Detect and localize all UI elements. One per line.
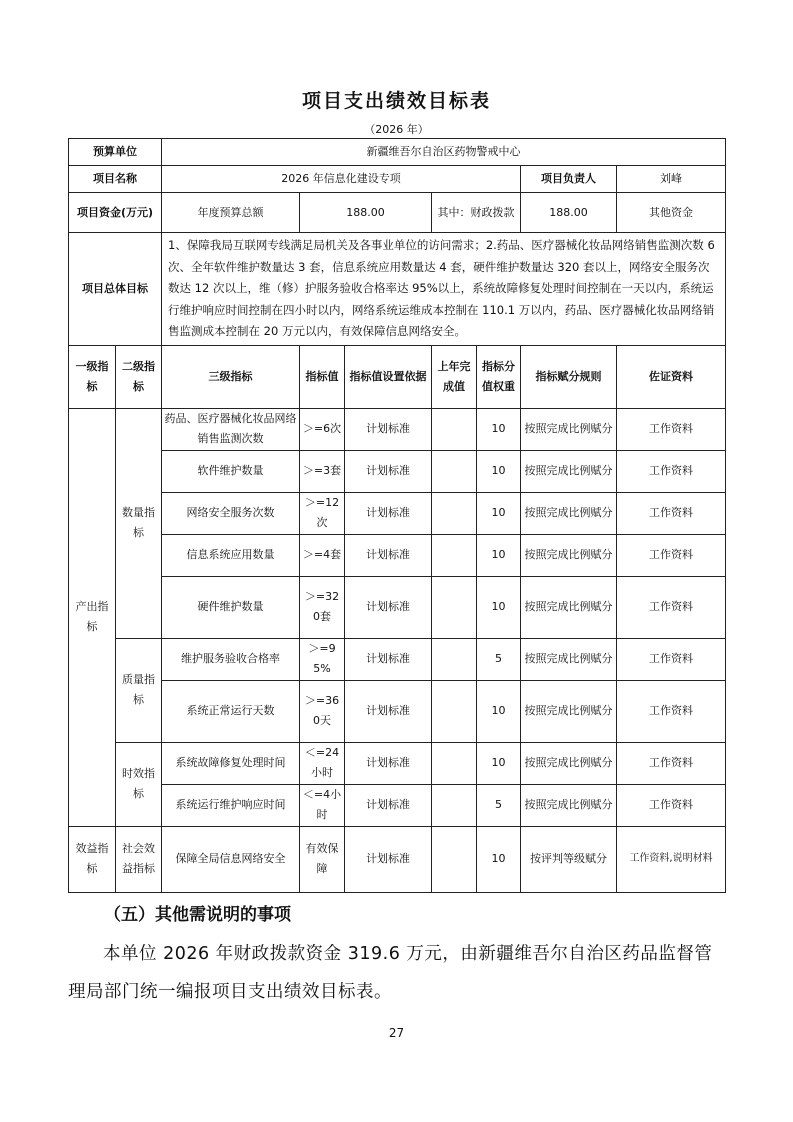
indicator-value: ＞=4套 <box>300 534 345 576</box>
indicator-name: 系统故障修复处理时间 <box>162 742 300 784</box>
indicator-rule: 按照完成比例赋分 <box>521 576 617 638</box>
fund-fin-value: 188.00 <box>521 193 617 233</box>
indicator-evidence: 工作资料 <box>617 492 726 534</box>
project-value: 2026 年信息化建设专项 <box>162 166 521 193</box>
unit-label: 预算单位 <box>69 139 162 166</box>
indicator-rule: 按照完成比例赋分 <box>521 534 617 576</box>
indicator-name: 信息系统应用数量 <box>162 534 300 576</box>
indicator-evidence: 工作资料 <box>617 742 726 784</box>
indicator-basis: 计划标准 <box>345 680 432 742</box>
header-cell: 三级指标 <box>162 345 300 408</box>
indicator-name: 维护服务验收合格率 <box>162 638 300 680</box>
indicator-basis: 计划标准 <box>345 576 432 638</box>
indicator-prev <box>432 576 477 638</box>
owner-value: 刘峰 <box>617 166 726 193</box>
indicator-evidence: 工作资料 <box>617 576 726 638</box>
budget-unit-row <box>69 139 726 166</box>
indicator-name: 软件维护数量 <box>162 450 300 492</box>
indicator-value: 有效保障 <box>300 826 345 892</box>
level2-social: 社会效益指标 <box>116 826 162 892</box>
header-row <box>69 345 726 408</box>
indicator-name: 系统正常运行天数 <box>162 680 300 742</box>
goal-row <box>69 233 726 346</box>
header-cell: 一级指标 <box>69 345 116 408</box>
page-title: 项目支出绩效目标表 <box>301 90 491 112</box>
indicator-prev <box>432 742 477 784</box>
indicator-prev <box>432 826 477 892</box>
indicator-basis: 计划标准 <box>345 408 432 450</box>
table-row <box>69 784 726 826</box>
indicator-evidence: 工作资料 <box>617 784 726 826</box>
indicator-name: 系统运行维护响应时间 <box>162 784 300 826</box>
indicator-value: ＜=24小时 <box>300 742 345 784</box>
performance-table <box>68 138 726 893</box>
indicator-name: 药品、医疗器械化妆品网络销售监测次数 <box>162 408 300 450</box>
indicator-value: ＞=12次 <box>300 492 345 534</box>
fund-total-value: 188.00 <box>300 193 432 233</box>
indicator-weight: 10 <box>477 680 521 742</box>
table-row <box>69 742 726 784</box>
level1-output: 产出指标 <box>69 408 116 826</box>
fund-label: 项目资金(万元) <box>69 193 162 233</box>
section-heading: （五）其他需说明的事项 <box>104 905 291 925</box>
indicator-prev <box>432 638 477 680</box>
indicator-weight: 10 <box>477 534 521 576</box>
level2-time: 时效指标 <box>116 742 162 826</box>
indicator-rule: 按照完成比例赋分 <box>521 408 617 450</box>
indicator-rule: 按照完成比例赋分 <box>521 450 617 492</box>
indicator-basis: 计划标准 <box>345 450 432 492</box>
indicator-rule: 按照完成比例赋分 <box>521 492 617 534</box>
year-label: （2026 年） <box>364 123 429 136</box>
indicator-weight: 10 <box>477 450 521 492</box>
indicator-value: ＜=4小时 <box>300 784 345 826</box>
indicator-rule: 按照完成比例赋分 <box>521 742 617 784</box>
indicator-evidence: 工作资料 <box>617 680 726 742</box>
indicator-prev <box>432 492 477 534</box>
indicator-prev <box>432 534 477 576</box>
table-row <box>69 408 726 450</box>
indicator-basis: 计划标准 <box>345 492 432 534</box>
table-row <box>69 492 726 534</box>
table-row <box>69 576 726 638</box>
table-row <box>69 826 726 892</box>
header-cell: 指标值 <box>300 345 345 408</box>
project-label: 项目名称 <box>69 166 162 193</box>
indicator-evidence: 工作资料 <box>617 408 726 450</box>
header-cell: 佐证资料 <box>617 345 726 408</box>
goal-text: 1、保障我局互联网专线满足局机关及各事业单位的访问需求；2.药品、医疗器械化妆品网络销售监测次数 6 次、全年软件维护数量达 3 套，信息系统应用数量达 4 套，硬件维护数量达 320 套以上，网络安全服务次数达 12 次以上，维（修）护服务验收合格率达 95%以上，系统故障修复处理时间控制在一天以内，系统运行维护响应时间控制在四小时以内，网络系统运维成本控制在 110.1 万以内，药品、医疗器械化妆品网络销售监测成本控制在 20 万元以内，有效保障信息网络安全。 <box>162 233 726 346</box>
indicator-basis: 计划标准 <box>345 638 432 680</box>
header-cell: 指标赋分规则 <box>521 345 617 408</box>
indicator-rule: 按照完成比例赋分 <box>521 680 617 742</box>
indicator-rule: 按照完成比例赋分 <box>521 784 617 826</box>
level2-quality: 质量指标 <box>116 638 162 742</box>
header-cell: 二级指标 <box>116 345 162 408</box>
fund-other-label: 其他资金 <box>617 193 726 233</box>
indicator-evidence: 工作资料 <box>617 534 726 576</box>
header-cell: 指标分值权重 <box>477 345 521 408</box>
indicator-value: ＞=360天 <box>300 680 345 742</box>
owner-label: 项目负责人 <box>521 166 617 193</box>
indicator-basis: 计划标准 <box>345 826 432 892</box>
indicator-weight: 10 <box>477 742 521 784</box>
table-row <box>69 638 726 680</box>
indicator-name: 保障全局信息网络安全 <box>162 826 300 892</box>
table-row <box>69 534 726 576</box>
indicator-weight: 10 <box>477 408 521 450</box>
indicator-weight: 5 <box>477 784 521 826</box>
unit-value: 新疆维吾尔自治区药物警戒中心 <box>162 139 726 166</box>
indicator-basis: 计划标准 <box>345 742 432 784</box>
goal-label: 项目总体目标 <box>69 233 162 346</box>
indicator-prev <box>432 784 477 826</box>
level1-benefit: 效益指标 <box>69 826 116 892</box>
header-cell: 上年完成值 <box>432 345 477 408</box>
indicator-value: ＞=95% <box>300 638 345 680</box>
fund-row <box>69 193 726 233</box>
indicator-weight: 10 <box>477 492 521 534</box>
indicator-prev <box>432 450 477 492</box>
indicator-name: 硬件维护数量 <box>162 576 300 638</box>
project-row <box>69 166 726 193</box>
indicator-value: ＞=3套 <box>300 450 345 492</box>
indicator-evidence: 工作资料 <box>617 638 726 680</box>
indicator-basis: 计划标准 <box>345 784 432 826</box>
indicator-evidence: 工作资料,说明材料 <box>617 826 726 892</box>
indicator-rule: 按照完成比例赋分 <box>521 638 617 680</box>
indicator-name: 网络安全服务次数 <box>162 492 300 534</box>
indicator-prev <box>432 680 477 742</box>
indicator-prev <box>432 408 477 450</box>
table-row <box>69 450 726 492</box>
header-cell: 指标值设置依据 <box>345 345 432 408</box>
indicator-evidence: 工作资料 <box>617 450 726 492</box>
indicator-weight: 5 <box>477 638 521 680</box>
page-number: 27 <box>388 1026 405 1040</box>
table-row <box>69 680 726 742</box>
fund-total-label: 年度预算总额 <box>162 193 300 233</box>
indicator-weight: 10 <box>477 576 521 638</box>
indicator-rule: 按评判等级赋分 <box>521 826 617 892</box>
section-paragraph: 本单位 2026 年财政拨款资金 319.6 万元，由新疆维吾尔自治区药品监督管理局部门统一编报项目支出绩效目标表。 <box>68 944 713 1002</box>
indicator-weight: 10 <box>477 826 521 892</box>
level2-quantity: 数量指标 <box>116 408 162 638</box>
indicator-basis: 计划标准 <box>345 534 432 576</box>
indicator-value: ＞=320套 <box>300 576 345 638</box>
indicator-value: ＞=6次 <box>300 408 345 450</box>
fund-fin-label: 其中：财政拨款 <box>432 193 521 233</box>
